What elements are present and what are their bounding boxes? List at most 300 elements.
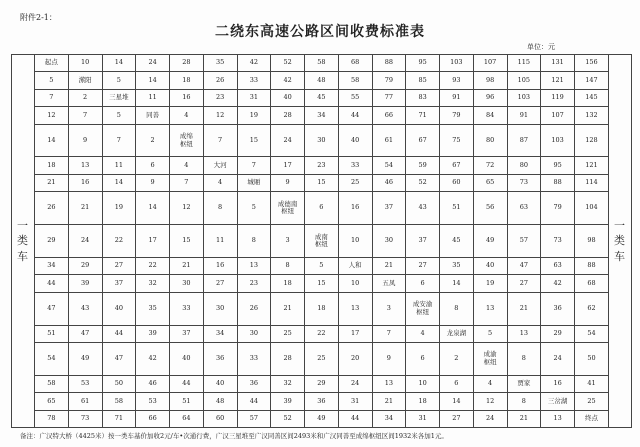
fee-cell: 11 (102, 157, 136, 174)
fee-cell: 31 (237, 89, 271, 106)
fee-cell: 121 (541, 72, 575, 89)
fee-cell: 44 (237, 393, 271, 410)
fee-cell: 25 (575, 393, 609, 410)
fee-cell: 13 (68, 157, 102, 174)
fee-cell: 128 (575, 124, 609, 157)
fee-cell: 42 (541, 275, 575, 292)
fee-cell: 67 (440, 157, 474, 174)
fee-cell: 7 (35, 89, 69, 106)
fee-cell: 27 (102, 257, 136, 274)
fee-cell: 58 (338, 72, 372, 89)
fee-cell: 51 (170, 393, 204, 410)
fee-cell: 57 (237, 410, 271, 427)
fee-cell: 21 (372, 257, 406, 274)
fee-cell: 10 (338, 275, 372, 292)
fee-cell: 98 (473, 72, 507, 89)
table-row (12, 393, 632, 410)
fee-cell: 36 (541, 292, 575, 325)
fee-cell: 49 (68, 342, 102, 375)
fee-cell: 24 (68, 225, 102, 258)
fee-cell: 32 (271, 375, 305, 392)
unit-label: 单位：元 (527, 43, 555, 51)
fee-cell: 16 (68, 174, 102, 191)
fee-cell: 44 (338, 107, 372, 124)
fee-cell: 36 (305, 393, 339, 410)
fee-cell: 98 (575, 225, 609, 258)
fee-cell: 121 (575, 157, 609, 174)
table-row (12, 257, 632, 274)
fee-cell: 13 (237, 257, 271, 274)
station-name-cell: 三星堆 (102, 89, 136, 106)
fee-cell: 7 (170, 174, 204, 191)
fee-cell: 91 (507, 107, 541, 124)
fee-cell: 29 (541, 325, 575, 342)
fee-cell: 64 (170, 410, 204, 427)
fee-cell: 52 (271, 55, 305, 72)
fee-cell: 21 (372, 393, 406, 410)
fee-cell: 114 (575, 174, 609, 191)
toll-table (11, 54, 632, 428)
station-name-cell: 成安渝 枢纽 (406, 292, 440, 325)
station-name-cell: 终点 (575, 410, 609, 427)
side-label-right: 一 类 车 (609, 55, 632, 428)
fee-cell: 27 (440, 410, 474, 427)
fee-cell: 29 (35, 225, 69, 258)
fee-cell: 79 (372, 72, 406, 89)
fee-cell: 45 (305, 89, 339, 106)
table-row (12, 124, 632, 157)
fee-cell: 56 (473, 192, 507, 225)
fee-cell: 65 (35, 393, 69, 410)
footnote: 备注：广汉特大桥（4425米）按一类车基价加收2元/车•次通行费，广汉三星堆至广汉同善区间2493米和广汉同善至成绵枢纽区间1932米各加1元。 (20, 432, 448, 440)
fee-cell: 14 (102, 55, 136, 72)
fee-cell: 8 (507, 342, 541, 375)
fee-cell: 2 (440, 342, 474, 375)
fee-cell: 51 (440, 192, 474, 225)
fee-cell: 52 (271, 410, 305, 427)
fee-cell: 22 (305, 325, 339, 342)
table-row (12, 342, 632, 375)
fee-cell: 14 (102, 174, 136, 191)
fee-cell: 9 (68, 124, 102, 157)
fee-cell: 7 (102, 124, 136, 157)
fee-cell: 33 (237, 72, 271, 89)
fee-cell: 96 (473, 89, 507, 106)
fee-cell: 14 (136, 192, 170, 225)
fee-cell: 47 (507, 257, 541, 274)
fee-cell: 88 (575, 257, 609, 274)
fee-cell: 29 (305, 375, 339, 392)
fee-cell: 6 (406, 275, 440, 292)
fee-cell: 31 (338, 393, 372, 410)
fee-cell: 27 (406, 257, 440, 274)
fee-cell: 18 (170, 72, 204, 89)
fee-cell: 31 (406, 410, 440, 427)
fee-cell: 37 (102, 275, 136, 292)
station-name-cell: 龙泉湖 (440, 325, 474, 342)
fee-cell: 40 (473, 257, 507, 274)
fee-cell: 30 (203, 292, 237, 325)
fee-cell: 27 (203, 275, 237, 292)
fee-cell: 50 (102, 375, 136, 392)
fee-cell: 5 (102, 107, 136, 124)
fee-cell: 131 (541, 55, 575, 72)
fee-cell: 44 (170, 375, 204, 392)
fee-cell: 14 (440, 393, 474, 410)
fee-cell: 73 (541, 225, 575, 258)
fee-cell: 10 (68, 55, 102, 72)
fee-cell: 52 (406, 174, 440, 191)
fee-cell: 40 (102, 292, 136, 325)
fee-cell: 54 (35, 342, 69, 375)
fee-cell: 23 (305, 157, 339, 174)
fee-cell: 9 (136, 174, 170, 191)
fee-cell: 95 (406, 55, 440, 72)
fee-cell: 34 (35, 257, 69, 274)
fee-cell: 5 (35, 72, 69, 89)
fee-cell: 5 (305, 257, 339, 274)
fee-cell: 33 (338, 157, 372, 174)
fee-cell: 3 (372, 292, 406, 325)
fee-cell: 66 (136, 410, 170, 427)
fee-cell: 48 (305, 72, 339, 89)
fee-cell: 103 (440, 55, 474, 72)
fee-cell: 35 (440, 257, 474, 274)
fee-cell: 87 (507, 124, 541, 157)
fee-cell: 15 (305, 275, 339, 292)
fee-cell: 30 (305, 124, 339, 157)
fee-cell: 132 (575, 107, 609, 124)
fee-cell: 28 (271, 107, 305, 124)
fee-cell: 68 (338, 55, 372, 72)
fee-cell: 15 (237, 124, 271, 157)
fee-cell: 19 (102, 192, 136, 225)
fee-cell: 51 (35, 325, 69, 342)
fee-cell: 105 (507, 72, 541, 89)
station-name-cell: 成渝 枢纽 (473, 342, 507, 375)
fee-cell: 39 (68, 275, 102, 292)
fee-cell: 5 (473, 325, 507, 342)
fee-cell: 11 (203, 225, 237, 258)
fee-cell: 33 (237, 342, 271, 375)
fee-cell: 41 (575, 375, 609, 392)
fee-cell: 17 (136, 225, 170, 258)
fee-cell: 11 (136, 89, 170, 106)
fee-cell: 13 (372, 375, 406, 392)
fee-cell: 71 (102, 410, 136, 427)
station-name-cell: 贾家 (507, 375, 541, 392)
fee-cell: 25 (271, 325, 305, 342)
fee-cell: 42 (136, 342, 170, 375)
table-row (12, 325, 632, 342)
fee-cell: 107 (473, 55, 507, 72)
fee-cell: 10 (406, 375, 440, 392)
fee-cell: 10 (338, 225, 372, 258)
fee-cell: 77 (372, 89, 406, 106)
fee-cell: 19 (237, 107, 271, 124)
fee-cell: 29 (68, 257, 102, 274)
fee-cell: 63 (541, 257, 575, 274)
page-title: 二绕东高速公路区间收费标准表 (215, 24, 425, 40)
fee-cell: 24 (541, 342, 575, 375)
fee-cell: 21 (507, 292, 541, 325)
fee-cell: 44 (35, 275, 69, 292)
fee-cell: 18 (35, 157, 69, 174)
fee-cell: 12 (170, 192, 204, 225)
fee-cell: 37 (406, 225, 440, 258)
table-row (12, 157, 632, 174)
fee-cell: 23 (237, 275, 271, 292)
fee-cell: 50 (575, 342, 609, 375)
fee-cell: 73 (68, 410, 102, 427)
fee-cell: 71 (406, 107, 440, 124)
fee-cell: 115 (507, 55, 541, 72)
fee-cell: 17 (271, 157, 305, 174)
fee-cell: 26 (35, 192, 69, 225)
fee-cell: 48 (203, 393, 237, 410)
fee-cell: 40 (271, 89, 305, 106)
station-name-cell: 大河 (203, 157, 237, 174)
fee-cell: 5 (237, 192, 271, 225)
fee-cell: 25 (338, 174, 372, 191)
fee-cell: 13 (541, 410, 575, 427)
fee-cell: 16 (541, 375, 575, 392)
fee-cell: 47 (68, 325, 102, 342)
fee-cell: 13 (507, 325, 541, 342)
table-row (12, 72, 632, 89)
fee-cell: 67 (406, 124, 440, 157)
fee-cell: 21 (68, 192, 102, 225)
fee-cell: 15 (305, 174, 339, 191)
fee-cell: 58 (102, 393, 136, 410)
fee-cell: 104 (575, 192, 609, 225)
table-row (12, 292, 632, 325)
attachment-label: 附件2-1： (20, 13, 57, 22)
fee-cell: 103 (507, 89, 541, 106)
fee-cell: 49 (473, 225, 507, 258)
table-row (12, 107, 632, 124)
fee-cell: 65 (473, 174, 507, 191)
fee-cell: 34 (305, 107, 339, 124)
fee-cell: 4 (170, 107, 204, 124)
fee-cell: 19 (473, 275, 507, 292)
station-name-cell: 起点 (35, 55, 69, 72)
fee-cell: 22 (136, 257, 170, 274)
fee-cell: 13 (473, 292, 507, 325)
fee-cell: 72 (473, 157, 507, 174)
fee-cell: 8 (271, 257, 305, 274)
table-row (12, 55, 632, 72)
fee-cell: 58 (35, 375, 69, 392)
fee-cell: 7 (237, 157, 271, 174)
fee-cell: 2 (136, 124, 170, 157)
fee-cell: 18 (271, 275, 305, 292)
fee-cell: 8 (507, 393, 541, 410)
fee-cell: 36 (203, 342, 237, 375)
fee-cell: 47 (35, 292, 69, 325)
table-row (12, 375, 632, 392)
fee-cell: 12 (203, 107, 237, 124)
fee-cell: 37 (170, 325, 204, 342)
fee-cell: 156 (575, 55, 609, 72)
fee-cell: 16 (170, 89, 204, 106)
fee-cell: 78 (35, 410, 69, 427)
fee-cell: 6 (136, 157, 170, 174)
fee-cell: 7 (68, 107, 102, 124)
station-name-cell: 潆阳 (68, 72, 102, 89)
fee-cell: 44 (338, 410, 372, 427)
fee-cell: 147 (575, 72, 609, 89)
fee-cell: 32 (136, 275, 170, 292)
fee-cell: 103 (541, 124, 575, 157)
fee-cell: 60 (440, 174, 474, 191)
side-label-left: 一 类 车 (12, 55, 35, 428)
fee-cell: 7 (372, 325, 406, 342)
fee-cell: 23 (203, 89, 237, 106)
fee-cell: 58 (305, 55, 339, 72)
fee-cell: 21 (507, 410, 541, 427)
fee-cell: 83 (406, 89, 440, 106)
fee-cell: 42 (237, 55, 271, 72)
fee-cell: 18 (305, 292, 339, 325)
fee-cell: 24 (136, 55, 170, 72)
fee-cell: 37 (372, 192, 406, 225)
fee-cell: 40 (203, 375, 237, 392)
fee-cell: 24 (271, 124, 305, 157)
station-name-cell: 同善 (136, 107, 170, 124)
fee-cell: 7 (203, 124, 237, 157)
fee-cell: 59 (406, 157, 440, 174)
fee-cell: 60 (203, 410, 237, 427)
fee-cell: 6 (440, 375, 474, 392)
fee-cell: 14 (440, 275, 474, 292)
fee-cell: 53 (68, 375, 102, 392)
fee-cell: 34 (203, 325, 237, 342)
fee-cell: 2 (68, 89, 102, 106)
fee-cell: 14 (136, 72, 170, 89)
fee-cell: 4 (170, 157, 204, 174)
fee-cell: 43 (406, 192, 440, 225)
fee-cell: 61 (68, 393, 102, 410)
fee-cell: 16 (203, 257, 237, 274)
station-name-cell: 三岔湖 (541, 393, 575, 410)
fee-cell: 80 (507, 157, 541, 174)
fee-cell: 84 (473, 107, 507, 124)
fee-cell: 39 (136, 325, 170, 342)
fee-cell: 4 (406, 325, 440, 342)
fee-cell: 30 (170, 275, 204, 292)
fee-cell: 5 (102, 72, 136, 89)
fee-cell: 44 (102, 325, 136, 342)
fee-cell: 88 (372, 55, 406, 72)
fee-cell: 107 (541, 107, 575, 124)
fee-cell: 95 (541, 157, 575, 174)
fee-cell: 39 (271, 393, 305, 410)
fee-cell: 54 (372, 157, 406, 174)
fee-cell: 18 (406, 393, 440, 410)
fee-cell: 57 (507, 225, 541, 258)
table-row (12, 275, 632, 292)
fee-cell: 62 (575, 292, 609, 325)
fee-cell: 85 (406, 72, 440, 89)
fee-cell: 6 (406, 342, 440, 375)
fee-cell: 36 (237, 375, 271, 392)
fee-cell: 88 (541, 174, 575, 191)
fee-cell: 119 (541, 89, 575, 106)
fee-cell: 8 (237, 225, 271, 258)
fee-cell: 4 (473, 375, 507, 392)
fee-cell: 9 (372, 342, 406, 375)
fee-cell: 49 (305, 410, 339, 427)
fee-cell: 27 (507, 275, 541, 292)
fee-cell: 30 (372, 225, 406, 258)
fee-cell: 24 (338, 375, 372, 392)
fee-cell: 21 (170, 257, 204, 274)
fee-cell: 33 (170, 292, 204, 325)
fee-cell: 75 (440, 124, 474, 157)
station-name-cell: 城厢 (237, 174, 271, 191)
fee-cell: 53 (136, 393, 170, 410)
fee-cell: 3 (271, 225, 305, 258)
fee-cell: 43 (68, 292, 102, 325)
fee-cell: 145 (575, 89, 609, 106)
fee-cell: 34 (372, 410, 406, 427)
table-row (12, 174, 632, 191)
toll-table-wrap (11, 54, 632, 428)
fee-cell: 46 (372, 174, 406, 191)
fee-cell: 45 (440, 225, 474, 258)
station-name-cell: 五凤 (372, 275, 406, 292)
fee-cell: 20 (338, 342, 372, 375)
fee-cell: 40 (338, 124, 372, 157)
fee-cell: 91 (440, 89, 474, 106)
fee-cell: 46 (136, 375, 170, 392)
fee-cell: 8 (203, 192, 237, 225)
fee-cell: 42 (271, 72, 305, 89)
station-name-cell: 成南 枢纽 (305, 225, 339, 258)
fee-cell: 26 (237, 292, 271, 325)
fee-cell: 79 (541, 192, 575, 225)
fee-cell: 55 (338, 89, 372, 106)
fee-cell: 8 (440, 292, 474, 325)
fee-cell: 40 (170, 342, 204, 375)
fee-cell: 79 (440, 107, 474, 124)
fee-cell: 12 (473, 393, 507, 410)
fee-cell: 12 (35, 107, 69, 124)
fee-cell: 24 (473, 410, 507, 427)
fee-cell: 28 (271, 342, 305, 375)
fee-cell: 68 (575, 275, 609, 292)
fee-cell: 54 (575, 325, 609, 342)
fee-cell: 73 (507, 174, 541, 191)
fee-cell: 63 (507, 192, 541, 225)
fee-cell: 4 (203, 174, 237, 191)
table-row (12, 192, 632, 225)
fee-cell: 16 (338, 192, 372, 225)
fee-cell: 61 (372, 124, 406, 157)
fee-cell: 66 (372, 107, 406, 124)
table-row (12, 410, 632, 427)
fee-cell: 35 (203, 55, 237, 72)
fee-cell: 30 (237, 325, 271, 342)
table-row (12, 89, 632, 106)
fee-cell: 15 (170, 225, 204, 258)
table-row (12, 225, 632, 258)
fee-cell: 17 (338, 325, 372, 342)
station-name-cell: 成德南 枢纽 (271, 192, 305, 225)
station-name-cell: 成绵 枢纽 (170, 124, 204, 157)
fee-cell: 22 (102, 225, 136, 258)
